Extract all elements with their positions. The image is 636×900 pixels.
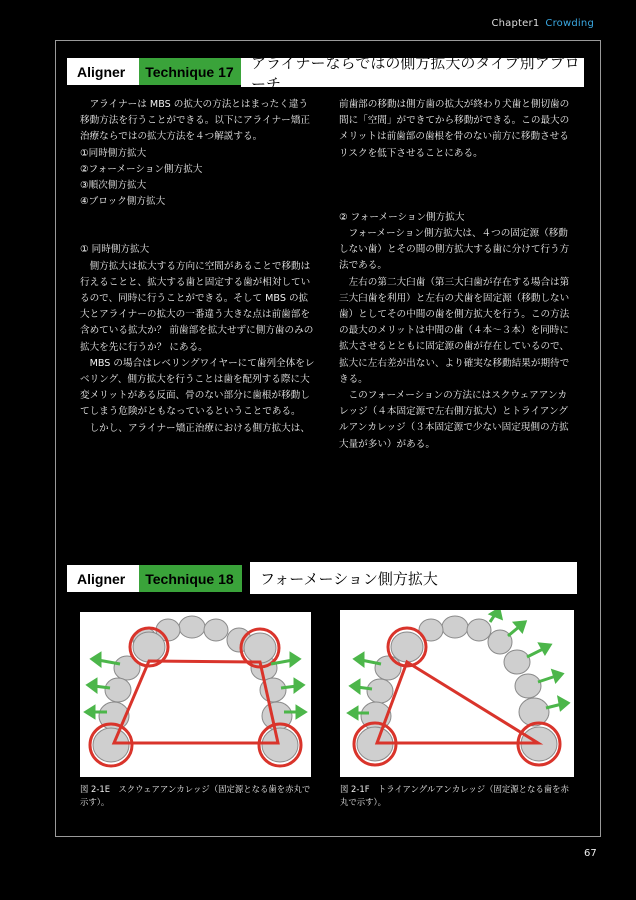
badge-word: Aligner [67,58,139,85]
premolar-tooth [375,656,401,680]
list-item: ①同時側方拡大 [80,147,147,159]
molar-tooth [519,698,549,726]
arrow-icon [295,680,303,691]
incisor-tooth [204,619,228,641]
arrow-icon [92,654,100,665]
badge-word: Aligner [67,565,139,592]
incisor-tooth [179,616,205,638]
arrow-icon [88,680,96,691]
arrow-icon [291,654,299,665]
subheading: ① 同時側方拡大 [80,244,150,256]
premolar-tooth [515,674,541,698]
premolar-tooth [367,679,393,703]
anchor-tooth [93,728,129,762]
figure-square-anchorage [80,612,311,777]
chapter-label: Chapter1 [491,18,540,29]
anchor-tooth [244,633,276,663]
arrow-icon [297,707,305,717]
anchor-tooth [262,728,298,762]
body-paragraph: MBS の場合はレベリングワイヤーにて歯列全体をレベリング、側方拡大を行うことは歯を配列する際に大変メリットがある反面、骨のない部分に歯根が移動してしまう危険がともなっているということである。 [80,357,315,418]
running-header [491,18,594,29]
dental-arch-diagram [340,610,574,777]
body-paragraph: フォーメーション側方拡大は、４つの固定源（移動しない歯）とその間の側方拡大する歯に分けて行う方法である。 [339,228,570,272]
lateral-tooth [488,630,512,654]
technique-badge-17 [67,58,242,85]
body-paragraph: 側方拡大は拡大する方向に空間があることで移動は行えることと、拡大する歯と固定する歯が相対しているので、同時に行うことができる。そして MBS の拡大とアライナーの拡大の一番違う大きな点は前歯部を含めている拡大か？ 前歯部を拡大せずに側方歯のみの拡大を先に行うか？ にある。 [80,260,314,353]
subheading: ② フォーメーション側方拡大 [339,211,465,223]
body-paragraph: 左右の第二大臼歯（第三大臼歯が存在する場合は第三大臼歯を利用）と左右の犬歯を固定源（移動しない歯）としてその中間の歯を側方拡大を行う。この方法の最大のメリットは中間の歯（４本～３本）を同時に拡大させるとともに固定源の歯が存在しているので、拡大に左右差が出ない、より確実な移動結果が期待できる。 [339,276,570,385]
badge-technique: Technique 18 [139,565,241,592]
body-paragraph: 前歯部の移動は側方歯の拡大が終わり犬歯と側切歯の間に「空間」ができてから移動ができる。この最大のメリットは前歯部の歯根を骨のない前方に移動させるリスクを低下させることにある。 [339,99,570,159]
page-number: 67 [584,848,597,859]
arrow-icon [559,698,568,709]
intro-paragraph: アライナーは MBS の拡大の方法とはまったく違う移動方法を行うことができる。以下にアライナー矯正治療ならではの拡大方法を４つ解説する。 [80,99,310,143]
list-item: ③順次側方拡大 [80,180,147,192]
body-paragraph: しかし、アライナー矯正治療における側方拡大は、 [89,422,310,434]
arrow-icon [86,707,94,717]
list-item: ②フォーメーション側方拡大 [80,163,203,175]
anchor-tooth [391,632,423,662]
section-title-18: フォーメーション側方拡大 [250,562,577,594]
body-paragraph: このフォーメーションの方法にはスクウェアアンカレッジ（４本固定源で左右側方拡大）とトライアングルアンカレッジ（３本固定源で少ない固定現側の方拡大量が多い）がある。 [339,390,569,450]
badge-technique: Technique 17 [139,58,241,85]
list-item: ④ブロック側方拡大 [80,196,166,208]
figure-caption: 図 2-1E スクウェアアンカレッジ（固定源となる歯を赤丸で示す）。 [80,784,311,807]
incisor-tooth [467,619,491,641]
arrow-icon [553,671,562,681]
arrow-icon [540,644,550,653]
right-column [339,97,576,453]
incisor-tooth [442,616,468,638]
premolar-tooth [504,650,530,674]
section-label: Crowding [545,18,594,29]
arrow-icon [351,681,359,692]
figure-caption: 図 2-1F トライアングルアンカレッジ（固定源となる歯を赤丸で示す）。 [340,784,569,807]
technique-badge-18 [67,565,242,592]
anchor-tooth [133,632,165,662]
arrow-icon [349,708,357,718]
section-title-17: アライナーならではの側方拡大のタイプ別アプローチ [241,58,584,87]
premolar-tooth [105,678,131,702]
left-column [80,97,316,437]
arrow-icon [355,654,363,665]
dental-arch-diagram [80,612,311,777]
figure-triangle-anchorage [340,610,574,777]
